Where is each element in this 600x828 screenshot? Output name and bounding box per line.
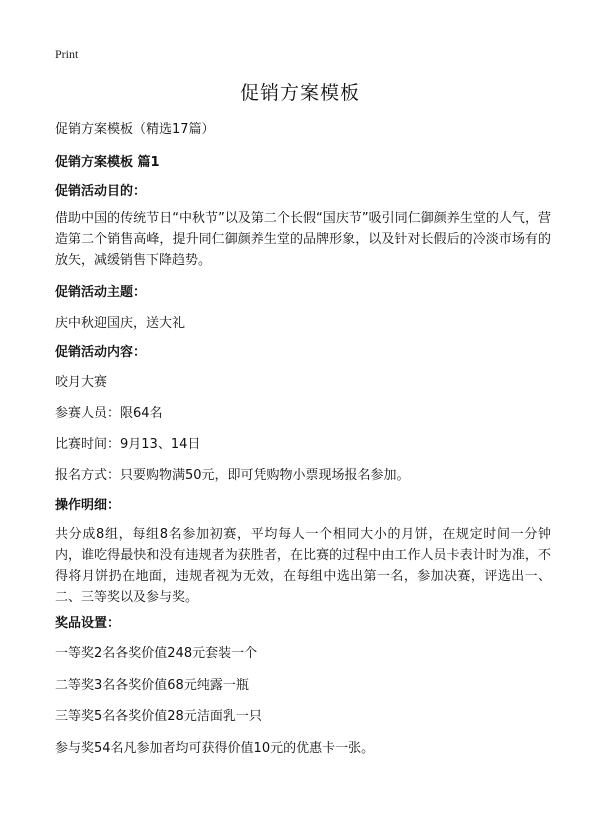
signup-text: 报名方式：只要购物满50元，即可凭购物小票现场报名参加。 bbox=[55, 468, 410, 483]
participants-text: 参赛人员：限64名 bbox=[55, 406, 163, 421]
purpose-paragraph: 借助中国的传统节日“中秋节”以及第二个长假“国庆节”吸引同仁御颜养生堂的人气，营造第二个销售高峰，提升同仁御颜养生堂的品牌形象，以及针对长假后的冷淡市场有的放矢，减缓销售下降趋势。 bbox=[55, 211, 551, 268]
operation-heading: 操作明细： bbox=[55, 498, 121, 513]
purpose-heading: 促销活动目的： bbox=[55, 184, 147, 199]
prize-item: 二等奖3名各奖价值68元纯露一瓶 bbox=[55, 678, 249, 693]
print-link[interactable]: Print bbox=[55, 47, 79, 61]
section-heading: 促销方案模板 篇1 bbox=[55, 155, 160, 170]
document-subtitle: 促销方案模板（精选17篇） bbox=[55, 122, 215, 137]
content-heading: 促销活动内容： bbox=[55, 345, 147, 360]
event-name: 咬月大赛 bbox=[55, 375, 108, 390]
theme-heading: 促销活动主题： bbox=[55, 285, 147, 300]
document-title: 促销方案模板 bbox=[239, 82, 360, 104]
prize-item: 三等奖5名各奖价值28元洁面乳一只 bbox=[55, 709, 262, 724]
operation-paragraph: 共分成8组，每组8名参加初赛，平均每人一个相同大小的月饼，在规定时间一分钟内，谁吃得最快和没有违规者为获胜者，在比赛的过程中由工作人员卡表计时为准，不得将月饼扔在地面，违规者视为无效，在每组中选出第一名，参加决赛，评选出一、二、三等奖以及参与奖。 bbox=[55, 527, 551, 605]
prize-item: 参与奖54名凡参加者均可获得价值10元的优惠卡一张。 bbox=[55, 741, 375, 756]
match-time-text: 比赛时间：9月13、14日 bbox=[55, 437, 201, 452]
theme-text: 庆中秋迎国庆，送大礼 bbox=[55, 316, 186, 331]
prize-item: 一等奖2名各奖价值248元套装一个 bbox=[55, 646, 258, 661]
prize-heading: 奖品设置： bbox=[55, 616, 121, 631]
